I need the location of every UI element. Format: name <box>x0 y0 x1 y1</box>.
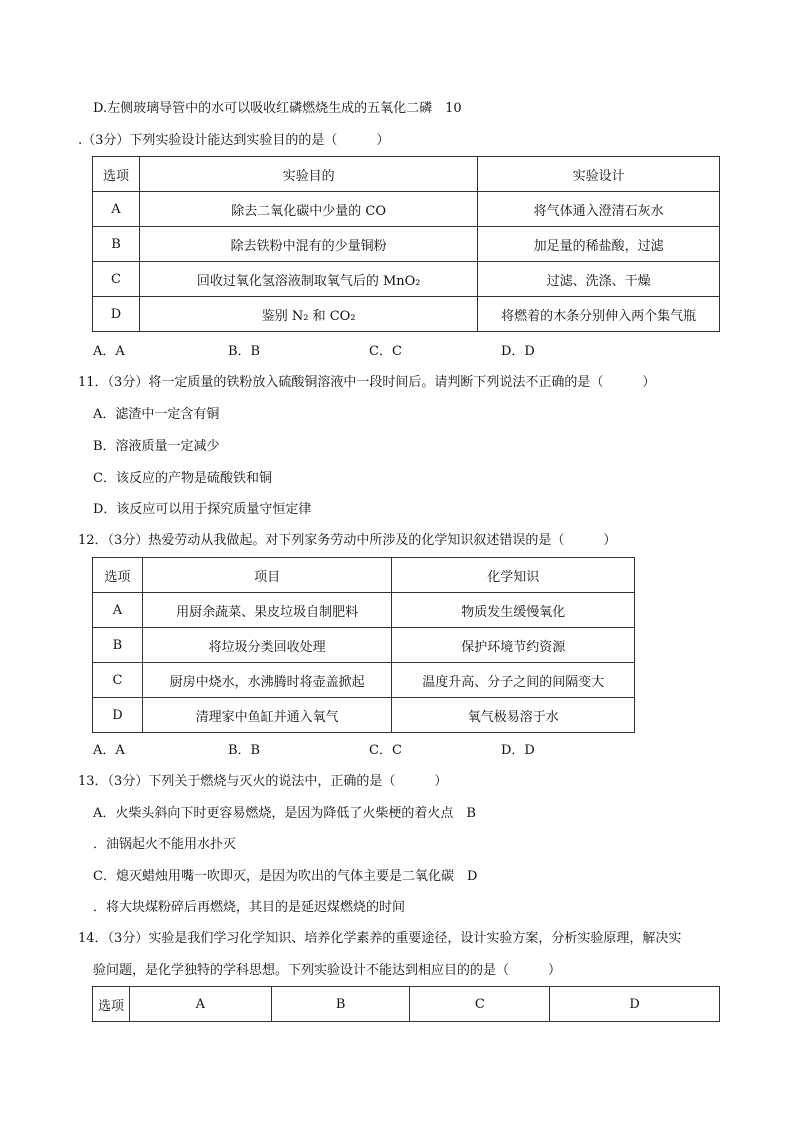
header-cell: 化学知识 <box>392 558 635 593</box>
table-cell: 清理家中鱼缸并通入氧气 <box>142 698 392 733</box>
table-cell: B <box>93 628 143 663</box>
header-cell: D <box>550 987 720 1022</box>
q10-options <box>93 343 653 361</box>
table-cell: 鉴别 N₂ 和 CO₂ <box>139 297 477 332</box>
q11-stem: 11．（3分）将一定质量的铁粉放入硫酸铜溶液中一段时间后。请判断下列说法不正确的是（ ） <box>78 375 656 390</box>
q14-stem-line2: 验问题，是化学独特的学科思想。下列实验设计不能达到相应目的的是（ ） <box>93 963 562 978</box>
q13-option-a[interactable]: A．火柴头斜向下时更容易燃烧，是因为降低了火柴梗的着火点 B <box>93 806 476 821</box>
q12-option-d[interactable]: D．D <box>501 743 535 758</box>
q10-option-c[interactable]: C．C <box>369 344 402 359</box>
q11-option-c[interactable]: C．该反应的产物是硫酸铁和铜 <box>93 471 272 486</box>
q10-option-b[interactable]: B．B <box>228 344 261 359</box>
table-cell: D <box>93 698 143 733</box>
table-row <box>93 628 635 663</box>
table-cell: 回收过氧化氢溶液制取氧气后的 MnO₂ <box>139 262 477 297</box>
table-row <box>93 698 635 733</box>
table-cell: B <box>93 227 140 262</box>
header-cell: B <box>271 987 410 1022</box>
table-cell: 加足量的稀盐酸，过滤 <box>478 227 720 262</box>
q13-stem: 13．（3分）下列关于燃烧与灭火的说法中，正确的是（ ） <box>78 774 448 789</box>
table-header-row <box>93 558 635 593</box>
q12-option-b[interactable]: B．B <box>228 743 261 758</box>
q12-option-a[interactable]: A．A <box>93 743 125 758</box>
table-cell: C <box>93 262 140 297</box>
table-cell: 用厨余蔬菜、果皮垃圾自制肥料 <box>142 593 392 628</box>
table-header-row <box>93 157 720 192</box>
q13-option-b[interactable]: ．油锅起火不能用水扑灭 <box>93 837 237 852</box>
header-cell: 选项 <box>93 157 140 192</box>
q12-table <box>92 557 635 733</box>
q11-option-d[interactable]: D．该反应可以用于探究质量守恒定律 <box>93 502 312 517</box>
table-cell: 将垃圾分类回收处理 <box>142 628 392 663</box>
q13-option-c[interactable]: C．熄灭蜡烛用嘴一吹即灭，是因为吹出的气体主要是二氧化碳 D <box>93 869 478 884</box>
q10-stem: .（3分）下列实验设计能达到实验目的的是（ ） <box>78 133 390 148</box>
q10-option-d[interactable]: D．D <box>501 344 535 359</box>
q10-table <box>92 156 720 332</box>
header-cell: 选项 <box>93 987 130 1022</box>
table-cell: A <box>93 593 143 628</box>
table-cell: 除去铁粉中混有的少量铜粉 <box>139 227 477 262</box>
table-cell: A <box>93 192 140 227</box>
table-row <box>93 262 720 297</box>
table-row <box>93 593 635 628</box>
table-cell: 除去二氧化碳中少量的 CO <box>139 192 477 227</box>
q9-option-d: D.左侧玻璃导管中的水可以吸收红磷燃烧生成的五氧化二磷 10 <box>93 101 462 116</box>
q12-options <box>93 742 653 760</box>
header-cell: C <box>410 987 550 1022</box>
table-cell: C <box>93 663 143 698</box>
q12-option-c[interactable]: C．C <box>369 743 402 758</box>
q13-option-d[interactable]: ．将大块煤粉碎后再燃烧，其目的是延迟煤燃烧的时间 <box>93 900 406 915</box>
table-cell: 保护环境节约资源 <box>392 628 635 663</box>
table-cell: 将燃着的木条分别伸入两个集气瓶 <box>478 297 720 332</box>
header-cell: 选项 <box>93 558 143 593</box>
table-cell: 物质发生缓慢氧化 <box>392 593 635 628</box>
table-cell: 氧气极易溶于水 <box>392 698 635 733</box>
table-row <box>93 663 635 698</box>
q12-stem: 12．（3分）热爱劳动从我做起。对下列家务劳动中所涉及的化学知识叙述错误的是（ ） <box>78 533 617 548</box>
table-header-row <box>93 987 720 1022</box>
table-cell: 厨房中烧水，水沸腾时将壶盖掀起 <box>142 663 392 698</box>
table-row <box>93 297 720 332</box>
q14-table <box>92 986 720 1022</box>
q11-option-a[interactable]: A．滤渣中一定含有铜 <box>93 407 220 422</box>
q14-stem-line1: 14．（3分）实验是我们学习化学知识、培养化学素养的重要途径，设计实验方案，分析实验原理，解决实 <box>78 931 682 946</box>
header-cell: 项目 <box>142 558 392 593</box>
table-cell: 温度升高、分子之间的间隔变大 <box>392 663 635 698</box>
q11-option-b[interactable]: B．溶液质量一定减少 <box>93 439 220 454</box>
q10-option-a[interactable]: A．A <box>93 344 125 359</box>
table-cell: D <box>93 297 140 332</box>
table-row <box>93 227 720 262</box>
header-cell: A <box>129 987 271 1022</box>
header-cell: 实验设计 <box>478 157 720 192</box>
table-cell: 将气体通入澄清石灰水 <box>478 192 720 227</box>
table-row <box>93 192 720 227</box>
header-cell: 实验目的 <box>139 157 477 192</box>
table-cell: 过滤、洗涤、干燥 <box>478 262 720 297</box>
